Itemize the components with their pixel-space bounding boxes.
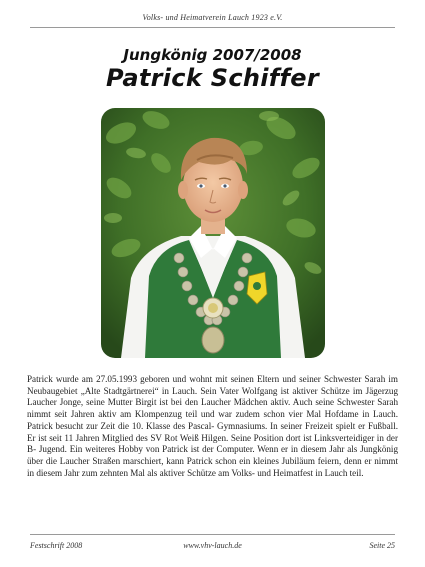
portrait-photo <box>101 108 325 358</box>
footer-website: www.vhv-lauch.de <box>183 541 242 550</box>
body-paragraph: Patrick wurde am 27.05.1993 geboren und wohnt mit seinen Eltern und seiner Schwester Sarah im Neubaugebiet „Alte Stadtgärtnerei“ in Lauch. Sein Vater Wolfgang ist aktiver Schütze im Jägerzug Laucher Jonge, seine Mutter Birgit ist bei den Laucher Mädchen aktiv. Auch seine Schwester Sarah nimmt seit Jahren aktiv am Klompenzug teil und war zudem schon vier Mal Hofdame in Lauch. Patrick besucht zur Zeit die 10. Klasse des Pascal- Gymnasiums. In seiner Freizeit spielt er Fußball. Er ist seit 11 Jahren Mitglied des SV Rot Weiß Hilgen. Seine Position dort ist Linksverteidiger in der B- Jugend. Ein weiteres Hobby von Patrick ist der Computer. Wenn er in diesem Jahr als Jungkönig über die Laucher Straßen marschiert, kann Patrick schon ein kleines Jubiläum feiern, denn er nimmt in diesem Jahr zum zehnten Mal als aktiver Schütze am Volks- und Heimatfest in Lauch teil. <box>27 374 398 478</box>
footer-page-number: Seite 25 <box>369 541 395 550</box>
footer-divider <box>30 534 395 535</box>
page-subtitle: Jungkönig 2007/2008 <box>123 46 302 64</box>
footer-publication: Festschrift 2008 <box>30 541 83 550</box>
page-title: Patrick Schiffer <box>106 64 319 92</box>
header-divider <box>30 27 395 28</box>
header-association: Volks- und Heimatverein Lauch 1923 e.V. <box>142 13 283 22</box>
